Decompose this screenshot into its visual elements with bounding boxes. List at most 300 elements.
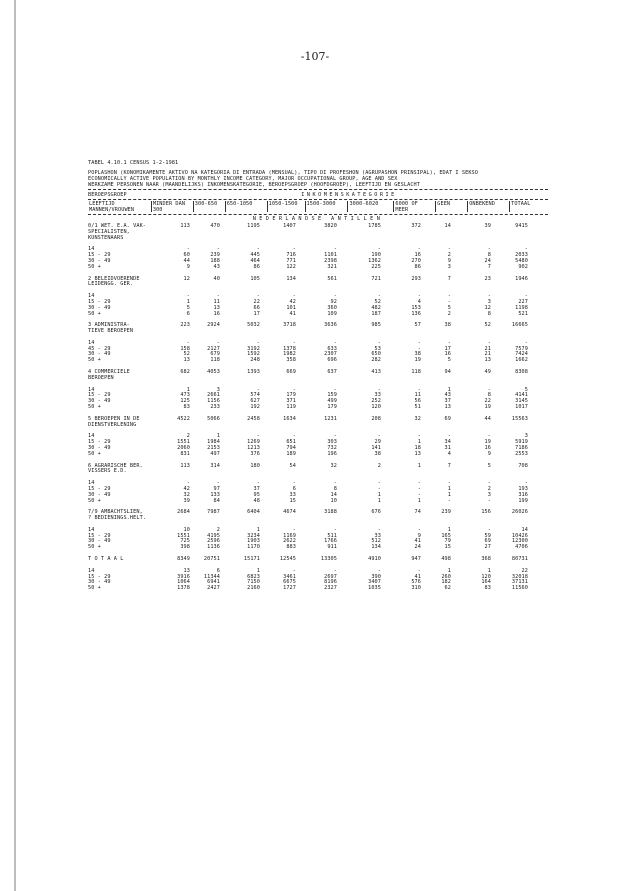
- table-cell: 41: [414, 573, 421, 580]
- row-label: 50 +: [88, 263, 101, 270]
- table-cell: 18: [414, 444, 421, 451]
- table-cell: 1393: [247, 369, 260, 376]
- table-cell: 6404: [247, 509, 260, 516]
- table-cell: -: [216, 293, 220, 300]
- table-cell: -: [333, 526, 337, 533]
- table-cell: 19: [484, 439, 491, 446]
- table-cell: 7: [447, 275, 451, 282]
- table-cell: 12300: [511, 538, 528, 545]
- page-number: -107-: [300, 50, 330, 63]
- table-cell: 15563: [511, 415, 528, 422]
- table-cell: 6823: [247, 573, 260, 580]
- table-cell: -: [333, 293, 337, 300]
- table-cell: -: [417, 433, 421, 440]
- column-header-line: 1500-3000: [306, 201, 336, 207]
- table-cell: 13: [444, 404, 451, 411]
- table-cell: 1: [256, 526, 260, 533]
- table-cell: 5480: [515, 257, 528, 264]
- table-cell: 17: [253, 310, 260, 317]
- table-cell: 227: [518, 298, 528, 305]
- table-cell: 252: [371, 398, 381, 405]
- table-cell: 1213: [247, 444, 260, 451]
- table-cell: 41: [414, 538, 421, 545]
- row-label: 14: [88, 433, 95, 440]
- table-cell: 2622: [283, 538, 296, 545]
- row-label: 5 BEROEPEN IN DE: [88, 415, 140, 422]
- table-cell: 2: [487, 485, 491, 492]
- table-cell: -: [377, 433, 381, 440]
- table-cell: 2398: [324, 257, 337, 264]
- row-label: DIENSTVERLENING: [88, 421, 137, 428]
- table-cell: 5032: [247, 322, 260, 329]
- column-header-line: 300-650: [194, 201, 218, 207]
- table-cell: 37: [444, 398, 451, 405]
- table-cell: 6: [292, 485, 296, 492]
- table-cell: 239: [441, 509, 451, 516]
- row-label: 14: [88, 526, 95, 533]
- table-cell: 947: [411, 556, 421, 563]
- table-cell: 314: [210, 462, 220, 469]
- table-cell: 182: [441, 579, 451, 586]
- column-header: [393, 201, 435, 212]
- table-cell: 1: [216, 433, 220, 440]
- table-cell: 13: [183, 357, 190, 364]
- table-cell: 38: [444, 322, 451, 329]
- table-cell: 20751: [203, 556, 220, 563]
- table-row: [88, 544, 548, 550]
- table-cell: 23: [484, 275, 491, 282]
- table-cell: 59: [484, 532, 491, 539]
- table-cell: 24: [414, 544, 421, 551]
- table-cell: 371: [286, 398, 296, 405]
- table-cell: 38: [414, 351, 421, 358]
- table-cell: 1903: [247, 538, 260, 545]
- table-cell: 1378: [283, 345, 296, 352]
- table-cell: 193: [518, 485, 528, 492]
- table-cell: 94: [444, 369, 451, 376]
- table-cell: 52: [484, 322, 491, 329]
- column-header: [467, 201, 509, 212]
- table-cell: 83: [183, 404, 190, 411]
- table-cell: 11344: [203, 573, 220, 580]
- column-header-line: 650-1050: [226, 201, 253, 207]
- table-cell: 164: [481, 579, 491, 586]
- table-cell: 14: [330, 491, 337, 498]
- table-cell: 52: [374, 298, 381, 305]
- row-label: T O T A A L: [88, 556, 124, 563]
- table-cell: 21: [484, 345, 491, 352]
- page-edge-shadow: [14, 0, 16, 891]
- table-cell: 3192: [247, 345, 260, 352]
- table-cell: -: [292, 567, 296, 574]
- table-cell: -: [292, 433, 296, 440]
- table-cell: 676: [371, 509, 381, 516]
- row-label: 30 - 49: [88, 538, 111, 545]
- table-cell: 105: [250, 275, 260, 282]
- table-cell: 165: [441, 532, 451, 539]
- table-cell: 1: [186, 298, 190, 305]
- table-cell: 5: [487, 462, 491, 469]
- table-cell: 54: [289, 462, 296, 469]
- table-cell: 24: [484, 257, 491, 264]
- table-cell: 119: [286, 404, 296, 411]
- table-cell: -: [333, 386, 337, 393]
- row-label: 14: [88, 386, 95, 393]
- table-cell: 199: [518, 497, 528, 504]
- table-cell: -: [487, 386, 491, 393]
- table-cell: 86: [253, 263, 260, 270]
- table-cell: 376: [250, 450, 260, 457]
- table-cell: -: [417, 480, 421, 487]
- table-cell: 48: [253, 497, 260, 504]
- table-cell: 2684: [177, 509, 190, 516]
- table-cell: -: [256, 339, 260, 346]
- table-cell: 95: [253, 491, 260, 498]
- table-cell: 53: [374, 345, 381, 352]
- table-cell: -: [417, 526, 421, 533]
- stub-header: [88, 201, 151, 212]
- table-cell: 725: [180, 538, 190, 545]
- table-cell: 32: [414, 415, 421, 422]
- header-rule-top: [88, 189, 548, 190]
- table-cell: 321: [327, 263, 337, 270]
- table-cell: 831: [180, 450, 190, 457]
- table-row: [88, 322, 548, 328]
- table-cell: 118: [210, 357, 220, 364]
- table-cell: 12: [183, 275, 190, 282]
- row-label: 3 ADMINISTRA-: [88, 322, 130, 329]
- table-row: [88, 451, 548, 457]
- table-cell: 470: [210, 222, 220, 229]
- table-cell: 1634: [283, 415, 296, 422]
- table-cell: -: [292, 526, 296, 533]
- table-cell: 696: [327, 357, 337, 364]
- table-cell: 13: [183, 567, 190, 574]
- table-cell: 464: [250, 257, 260, 264]
- table-cell: 1195: [247, 222, 260, 229]
- table-cell: 1946: [515, 275, 528, 282]
- table-cell: 1198: [515, 304, 528, 311]
- table-cell: 1662: [515, 357, 528, 364]
- table-cell: 1766: [324, 538, 337, 545]
- table-cell: 8349: [177, 556, 190, 563]
- column-header-line: GEEN: [437, 201, 451, 207]
- table-cell: 3916: [177, 573, 190, 580]
- header-rule-mid: [88, 199, 548, 200]
- column-header: [193, 201, 225, 212]
- column-header: [151, 201, 193, 212]
- table-cell: 7150: [247, 579, 260, 586]
- table-cell: 101: [286, 304, 296, 311]
- table-cell: 2697: [324, 573, 337, 580]
- table-cell: 2458: [247, 415, 260, 422]
- table-cell: 44: [183, 257, 190, 264]
- table-cell: 32: [183, 491, 190, 498]
- row-label: 45 - 29: [88, 345, 111, 352]
- table-cell: -: [333, 433, 337, 440]
- table-cell: 669: [286, 369, 296, 376]
- table-cell: 80731: [511, 556, 528, 563]
- table-cell: 16: [213, 310, 220, 317]
- table-cell: 985: [371, 322, 381, 329]
- table-cell: 188: [210, 257, 220, 264]
- table-cell: 19: [484, 404, 491, 411]
- table-cell: 576: [411, 579, 421, 586]
- table-cell: 1064: [177, 579, 190, 586]
- table-cell: 2033: [515, 252, 528, 259]
- table-cell: 11: [213, 298, 220, 305]
- row-label: 15 - 29: [88, 252, 111, 259]
- table-cell: 66: [253, 304, 260, 311]
- table-cell: -: [487, 339, 491, 346]
- table-cell: 141: [371, 444, 381, 451]
- table-cell: 2: [377, 462, 381, 469]
- table-cell: -: [292, 386, 296, 393]
- table-cell: 679: [210, 351, 220, 358]
- table-cell: 4522: [177, 415, 190, 422]
- table-cell: 92: [330, 298, 337, 305]
- table-cell: -: [377, 485, 381, 492]
- table-cell: 9: [417, 532, 421, 539]
- table-cell: 34: [444, 439, 451, 446]
- table-cell: 13: [484, 357, 491, 364]
- table-cell: 3188: [324, 509, 337, 516]
- row-label: KUNSTENAARS: [88, 234, 124, 241]
- table-row: [88, 311, 548, 317]
- table-cell: 22: [521, 567, 528, 574]
- table-cell: 12: [484, 304, 491, 311]
- table-cell: 31: [444, 444, 451, 451]
- column-header-row: [88, 201, 548, 213]
- table-cell: 368: [481, 556, 491, 563]
- table-cell: -: [256, 480, 260, 487]
- row-label: 30 - 49: [88, 491, 111, 498]
- column-header-line: 1050-1500: [268, 201, 298, 207]
- table-cell: 51: [414, 404, 421, 411]
- table-cell: 38: [374, 450, 381, 457]
- table-cell: 14: [444, 222, 451, 229]
- table-cell: 1: [417, 462, 421, 469]
- table-cell: 499: [327, 398, 337, 405]
- table-cell: 125: [180, 398, 190, 405]
- table-cell: -: [487, 293, 491, 300]
- table-cell: 14: [521, 526, 528, 533]
- table-cell: 1: [377, 497, 381, 504]
- table-cell: -: [256, 293, 260, 300]
- row-label: 15 - 29: [88, 392, 111, 399]
- table-cell: 17: [444, 345, 451, 352]
- table-cell: 16: [484, 444, 491, 451]
- table-cell: -: [524, 293, 528, 300]
- table-cell: 2127: [207, 345, 220, 352]
- category-title: INKOMENSKATEGORIE: [301, 191, 397, 198]
- table-cell: -: [524, 339, 528, 346]
- table-cell: 651: [286, 439, 296, 446]
- row-label: 15 - 29: [88, 439, 111, 446]
- table-cell: -: [487, 526, 491, 533]
- table-cell: 3: [447, 263, 451, 270]
- table-cell: 1: [447, 386, 451, 393]
- row-label: 14: [88, 293, 95, 300]
- table-cell: 473: [180, 392, 190, 399]
- table-cell: 9: [487, 450, 491, 457]
- table-cell: -: [417, 339, 421, 346]
- table-cell: 22: [484, 398, 491, 405]
- table-cell: -: [447, 293, 451, 300]
- table-cell: 771: [286, 257, 296, 264]
- table-cell: 37: [253, 485, 260, 492]
- row-label: 7/9 AMBACHTSLIEN,: [88, 509, 143, 516]
- table-cell: 120: [481, 573, 491, 580]
- table-cell: 358: [286, 357, 296, 364]
- table-cell: 902: [518, 263, 528, 270]
- table-cell: 6675: [283, 579, 296, 586]
- column-header-line: 6000 OF: [395, 201, 418, 207]
- table-cell: 136: [411, 310, 421, 317]
- table-cell: 574: [250, 392, 260, 399]
- table-cell: 5: [186, 304, 190, 311]
- row-label: 30 - 49: [88, 351, 111, 358]
- table-row: [88, 585, 548, 591]
- column-header: [267, 201, 305, 212]
- stub-line-age: LEEFTIJD: [89, 201, 115, 207]
- table-cell: 8: [487, 252, 491, 259]
- table-cell: 682: [180, 369, 190, 376]
- table-cell: 10426: [511, 532, 528, 539]
- row-label: 30 - 49: [88, 444, 111, 451]
- table-cell: 153: [411, 304, 421, 311]
- table-cell: 44: [484, 415, 491, 422]
- table-cell: 637: [327, 369, 337, 376]
- table-cell: 13305: [320, 556, 337, 563]
- table-cell: 8196: [324, 579, 337, 586]
- table-cell: 627: [250, 398, 260, 405]
- column-header: [347, 201, 393, 212]
- table-cell: 9415: [515, 222, 528, 229]
- table-cell: 79: [444, 538, 451, 545]
- row-label: 50 +: [88, 497, 101, 504]
- table-cell: -: [186, 339, 190, 346]
- table-cell: -: [216, 480, 220, 487]
- table-cell: 156: [481, 509, 491, 516]
- table-cell: -: [417, 485, 421, 492]
- table-cell: 16: [444, 351, 451, 358]
- table-body: [88, 223, 548, 591]
- table-cell: -: [417, 491, 421, 498]
- table-cell: 118: [411, 369, 421, 376]
- table-cell: 2: [447, 252, 451, 259]
- table-cell: 511: [327, 532, 337, 539]
- table-row: [88, 276, 548, 282]
- table-cell: 74: [414, 509, 421, 516]
- table-cell: 62: [444, 585, 451, 592]
- row-label: 30 - 49: [88, 257, 111, 264]
- table-cell: 120: [371, 404, 381, 411]
- table-row: [88, 498, 548, 504]
- table-cell: 84: [213, 497, 220, 504]
- table-cell: 3718: [283, 322, 296, 329]
- table-cell: 3407: [368, 579, 381, 586]
- table-cell: 180: [250, 462, 260, 469]
- table-cell: 1: [447, 485, 451, 492]
- table-cell: 60: [183, 252, 190, 259]
- table-cell: 49: [484, 369, 491, 376]
- table-cell: 42: [183, 485, 190, 492]
- row-label: 50 +: [88, 450, 101, 457]
- table-cell: 4674: [283, 509, 296, 516]
- table-cell: 293: [411, 275, 421, 282]
- table-cell: 233: [210, 404, 220, 411]
- header-rule-bottom: [88, 214, 548, 215]
- table-cell: 708: [518, 462, 528, 469]
- table-cell: -: [417, 345, 421, 352]
- table-cell: 69: [484, 538, 491, 545]
- table-cell: 26026: [511, 509, 528, 516]
- table-cell: 10: [183, 526, 190, 533]
- table-cell: 13: [213, 304, 220, 311]
- table-cell: 32018: [511, 573, 528, 580]
- table-cell: 398: [180, 544, 190, 551]
- table-cell: 1035: [368, 585, 381, 592]
- table-cell: -: [487, 246, 491, 253]
- table-cell: -: [417, 386, 421, 393]
- table-cell: 7186: [515, 444, 528, 451]
- row-label: 50 +: [88, 585, 101, 592]
- table-cell: 8: [333, 485, 337, 492]
- table-cell: 260: [441, 573, 451, 580]
- table-cell: 8: [487, 310, 491, 317]
- table-cell: -: [216, 246, 220, 253]
- table-cell: 561: [327, 275, 337, 282]
- table-cell: 33: [374, 392, 381, 399]
- table-cell: 5: [524, 386, 528, 393]
- table-cell: 2596: [207, 538, 220, 545]
- table-cell: 270: [411, 257, 421, 264]
- table-cell: 32: [330, 462, 337, 469]
- table-row: [88, 404, 548, 410]
- table-cell: 6941: [207, 579, 220, 586]
- table-cell: 133: [210, 491, 220, 498]
- table-cell: 158: [180, 345, 190, 352]
- table-cell: 1984: [207, 439, 220, 446]
- column-header: [509, 201, 548, 212]
- table-cell: 3: [216, 386, 220, 393]
- table-cell: 1362: [368, 257, 381, 264]
- table-cell: 1727: [283, 585, 296, 592]
- row-label: SPECIALISTEN,: [88, 228, 130, 235]
- table-cell: 1101: [324, 252, 337, 259]
- table-cell: 4910: [368, 556, 381, 563]
- table-cell: 248: [250, 357, 260, 364]
- table-cell: 225: [371, 263, 381, 270]
- table-cell: 883: [286, 544, 296, 551]
- table-cell: 33: [374, 532, 381, 539]
- table-cell: 192: [250, 404, 260, 411]
- table-cell: 3820: [324, 222, 337, 229]
- table-cell: 5919: [515, 439, 528, 446]
- table-cell: 1017: [515, 404, 528, 411]
- table-cell: 1: [487, 567, 491, 574]
- table-row: [88, 223, 548, 229]
- table-cell: 1231: [324, 415, 337, 422]
- table-cell: -: [487, 433, 491, 440]
- table-cell: 497: [210, 450, 220, 457]
- table-cell: -: [377, 339, 381, 346]
- table-cell: -: [333, 339, 337, 346]
- row-label: ? BEDIENINGS.HELT.: [88, 515, 147, 522]
- table-cell: -: [447, 433, 451, 440]
- table-cell: 19: [414, 357, 421, 364]
